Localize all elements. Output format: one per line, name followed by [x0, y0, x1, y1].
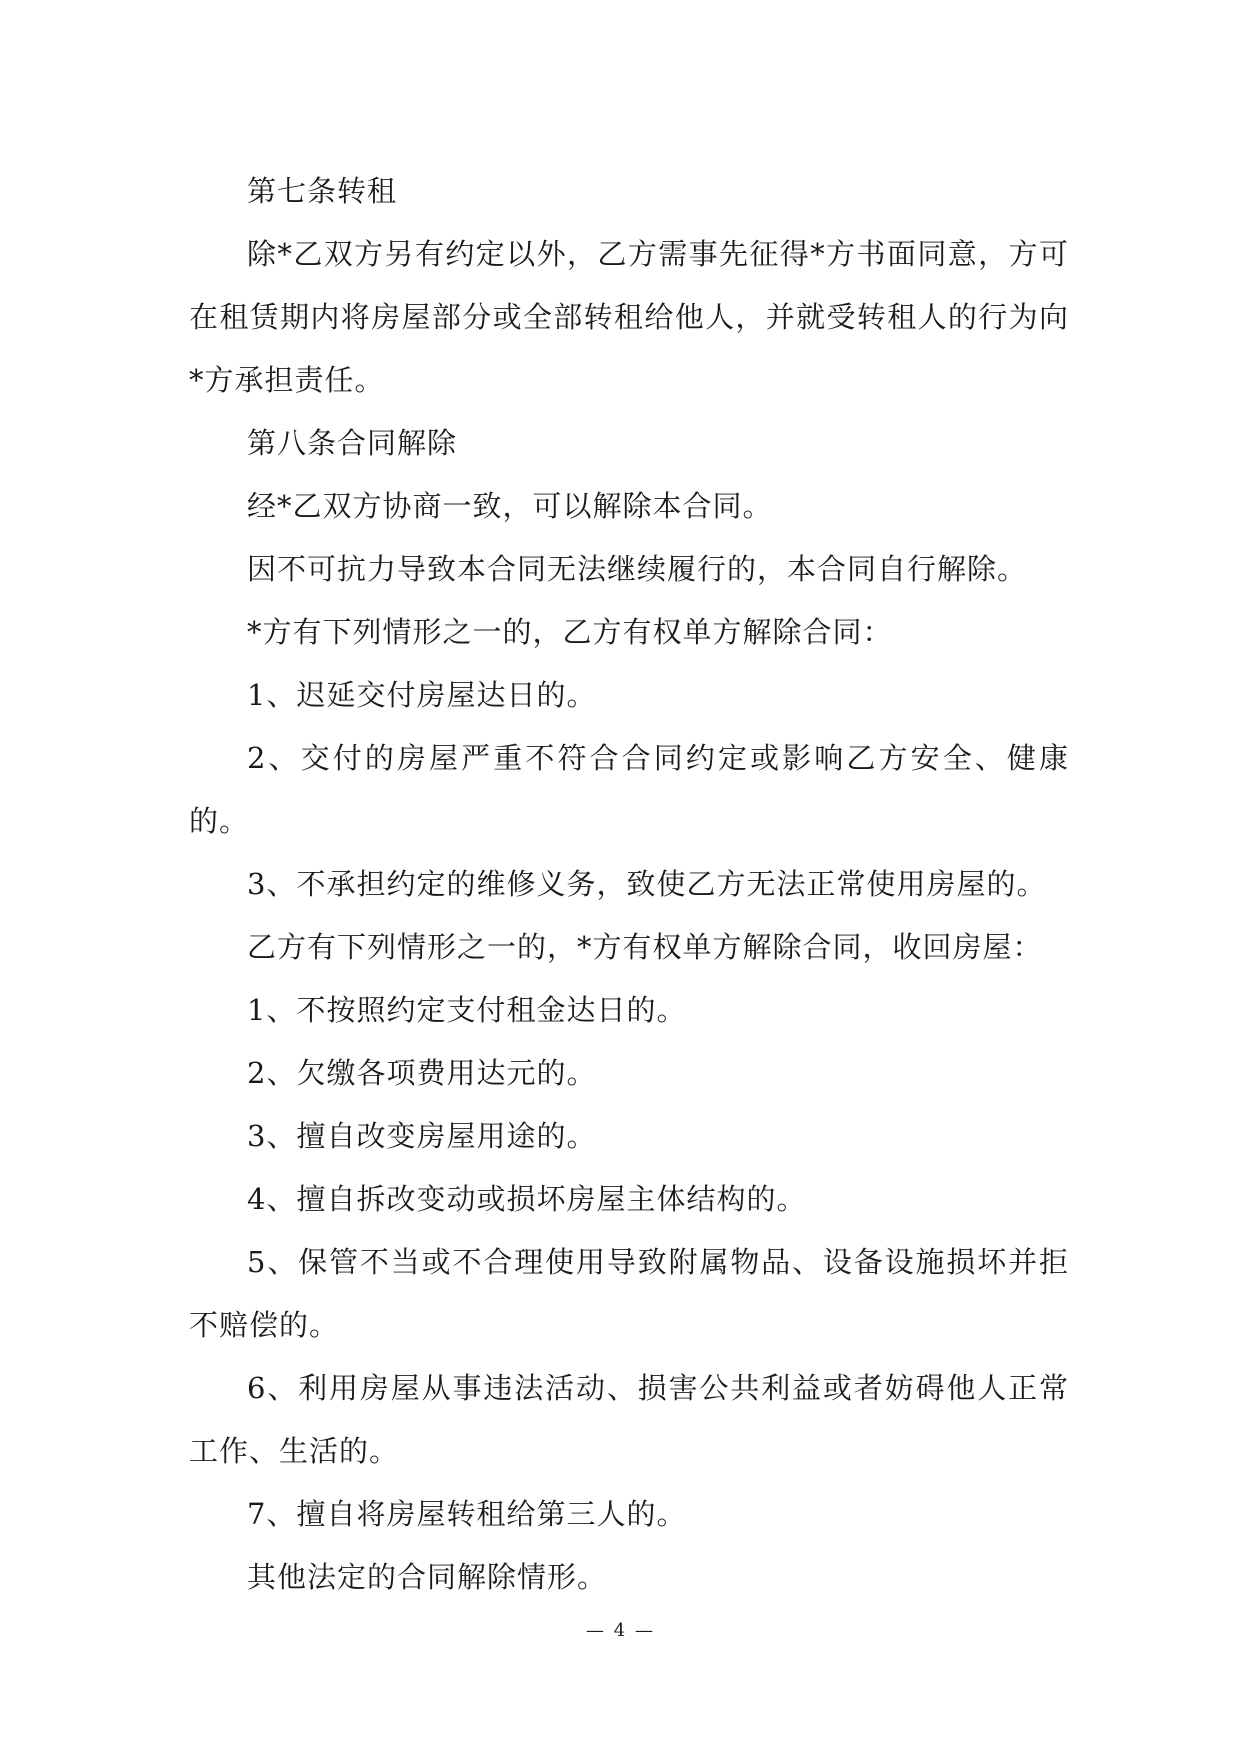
list-item: 6、利用房屋从事违法活动、损害公共利益或者妨碍他人正常工作、生活的。	[189, 1371, 1069, 1468]
paragraph: 乙方有下列情形之一的，*方有权单方解除合同，收回房屋：	[247, 930, 1043, 964]
page-number: — 4 —	[586, 1620, 655, 1641]
article-heading: 第七条转租	[247, 174, 398, 208]
document-body	[189, 160, 1069, 1609]
list-item: 1、不按照约定支付租金达日的。	[247, 993, 687, 1027]
list-item: 5、保管不当或不合理使用导致附属物品、设备设施损坏并拒不赔偿的。	[189, 1245, 1069, 1342]
paragraph: 除*乙双方另有约定以外，乙方需事先征得*方书面同意，方可在租赁期内将房屋部分或全部转租给他人，并就受转租人的行为向*方承担责任。	[189, 237, 1069, 397]
paragraph: *方有下列情形之一的，乙方有权单方解除合同：	[247, 615, 893, 649]
list-item: 1、迟延交付房屋达日的。	[247, 678, 597, 712]
paragraph: 经*乙双方协商一致，可以解除本合同。	[247, 489, 773, 523]
list-item: 3、不承担约定的维修义务，致使乙方无法正常使用房屋的。	[247, 867, 1047, 901]
list-item: 7、擅自将房屋转租给第三人的。	[247, 1497, 687, 1531]
list-item: 3、擅自改变房屋用途的。	[247, 1119, 597, 1153]
paragraph: 因不可抗力导致本合同无法继续履行的，本合同自行解除。	[247, 552, 1028, 586]
paragraph: 其他法定的合同解除情形。	[247, 1560, 608, 1594]
list-item: 2、交付的房屋严重不符合合同约定或影响乙方安全、健康的。	[189, 741, 1069, 838]
list-item: 2、欠缴各项费用达元的。	[247, 1056, 597, 1090]
article-heading: 第八条合同解除	[247, 426, 458, 460]
list-item: 4、擅自拆改变动或损坏房屋主体结构的。	[247, 1182, 807, 1216]
